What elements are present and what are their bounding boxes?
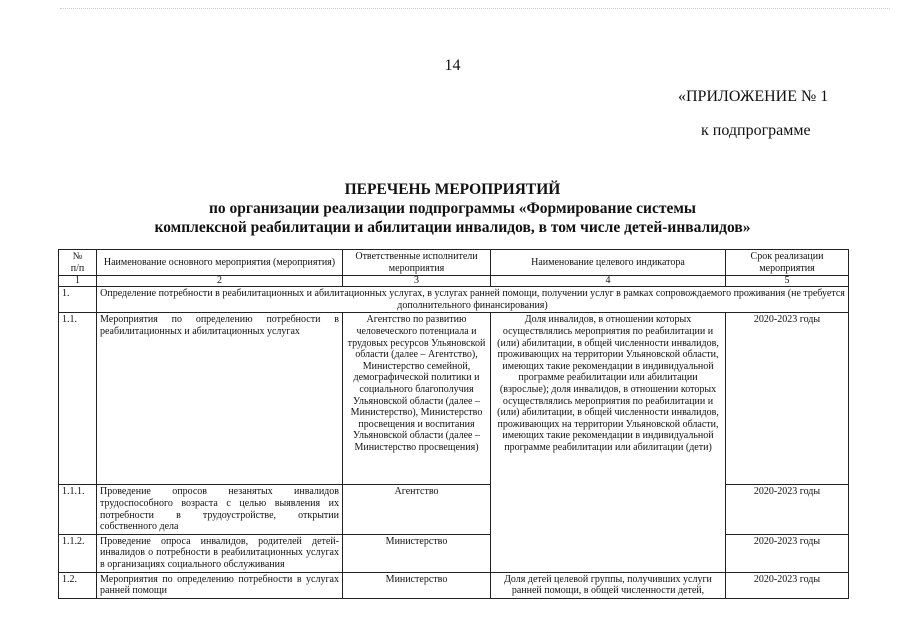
- table-row: [59, 572, 849, 598]
- row-indicator: Доля детей целевой группы, получивших услуги ранней помощи, в общей численности детей,: [491, 572, 726, 598]
- activities-table: [58, 249, 849, 599]
- header-num-line1: №: [72, 251, 83, 262]
- table-row: [59, 485, 849, 534]
- row-num: 1.1.2.: [59, 534, 97, 572]
- row-num: 1.2.: [59, 572, 97, 598]
- scan-artifact-line: [60, 8, 890, 10]
- page-number: 14: [444, 57, 461, 74]
- row-executors: Агентство: [343, 485, 491, 534]
- row-executors: Министерство: [343, 534, 491, 572]
- header-row: [59, 250, 849, 276]
- section-row: [59, 287, 849, 313]
- section-num: 1.: [59, 287, 97, 313]
- col-number: 2: [97, 276, 343, 287]
- row-num: 1.1.: [59, 313, 97, 485]
- header-name: Наименование основного мероприятия (мероприятия): [97, 250, 343, 276]
- row-name: Проведение опроса инвалидов, родителей детей-инвалидов о потребности в реабилитационных услугах в организациях социального обслуживания: [97, 534, 343, 572]
- row-executors: Агентство по развитию человеческого потенциала и трудовых ресурсов Ульяновской области (далее – Агентство), Министерство семейной, демографической политики и социального благополучия Ульяновской области (далее – Министерство), Министерство просвещения и воспитания Ульяновской области (далее – Министерство просвещения): [343, 313, 491, 485]
- row-name: Мероприятия по определению потребности в реабилитационных и абилитационных услугах: [97, 313, 343, 485]
- col-number: 5: [726, 276, 849, 287]
- header-num-line2: п/п: [70, 262, 85, 274]
- header-executors: Ответственные исполнители мероприятия: [343, 250, 491, 276]
- section-text: Определение потребности в реабилитационных и абилитационных услугах, в услугах ранней помощи, получении услуг в рамках сопровождаемого проживания (не требуется дополнительного финансирования): [97, 287, 849, 313]
- title-line-2: по организации реализации подпрограммы «Формирование системы: [208, 200, 696, 217]
- row-indicator: Доля инвалидов, в отношении которых осуществлялись мероприятия по реабилитации и (или) абилитации, в общей численности инвалидов, проживающих на территории Ульяновской области, имеющих такие рекомендации в индивидуальной программе реабилитации или абилитации (взрослые); доля инвалидов, в отношении которых осуществлялись мероприятия по реабилитации и (или) абилитации, в общей численности инвалидов, проживающих на территории Ульяновской области, имеющих такие рекомендации в индивидуальной программе реабилитации или абилитации (дети): [491, 313, 726, 485]
- subprogram-label: к подпрограмме: [701, 122, 811, 139]
- row-term: 2020-2023 годы: [726, 313, 849, 485]
- title-line-3: комплексной реабилитации и абилитации инвалидов, в том числе детей-инвалидов»: [154, 219, 751, 236]
- document-title: [0, 180, 905, 237]
- row-num: 1.1.1.: [59, 485, 97, 534]
- title-line-1: ПЕРЕЧЕНЬ МЕРОПРИЯТИЙ: [344, 181, 561, 198]
- column-number-row: [59, 276, 849, 287]
- row-term: 2020-2023 годы: [726, 534, 849, 572]
- col-number: 4: [491, 276, 726, 287]
- header-term: Срок реализации мероприятия: [726, 250, 849, 276]
- col-number: 1: [59, 276, 97, 287]
- row-term: 2020-2023 годы: [726, 572, 849, 598]
- row-indicator-empty: [491, 485, 726, 534]
- appendix-label: «ПРИЛОЖЕНИЕ № 1: [678, 88, 829, 105]
- table-row: [59, 534, 849, 572]
- row-executors: Министерство: [343, 572, 491, 598]
- col-number: 3: [343, 276, 491, 287]
- header-indicator: Наименование целевого индикатора: [491, 250, 726, 276]
- row-name: Мероприятия по определению потребности в услугах ранней помощи: [97, 572, 343, 598]
- header-num: [59, 250, 97, 276]
- row-term: 2020-2023 годы: [726, 485, 849, 534]
- row-indicator-empty: [491, 534, 726, 572]
- row-name: Проведение опросов незанятых инвалидов трудоспособного возраста с целью выявления их потребности в трудоустройстве, открытии собственного дела: [97, 485, 343, 534]
- table-row: [59, 313, 849, 485]
